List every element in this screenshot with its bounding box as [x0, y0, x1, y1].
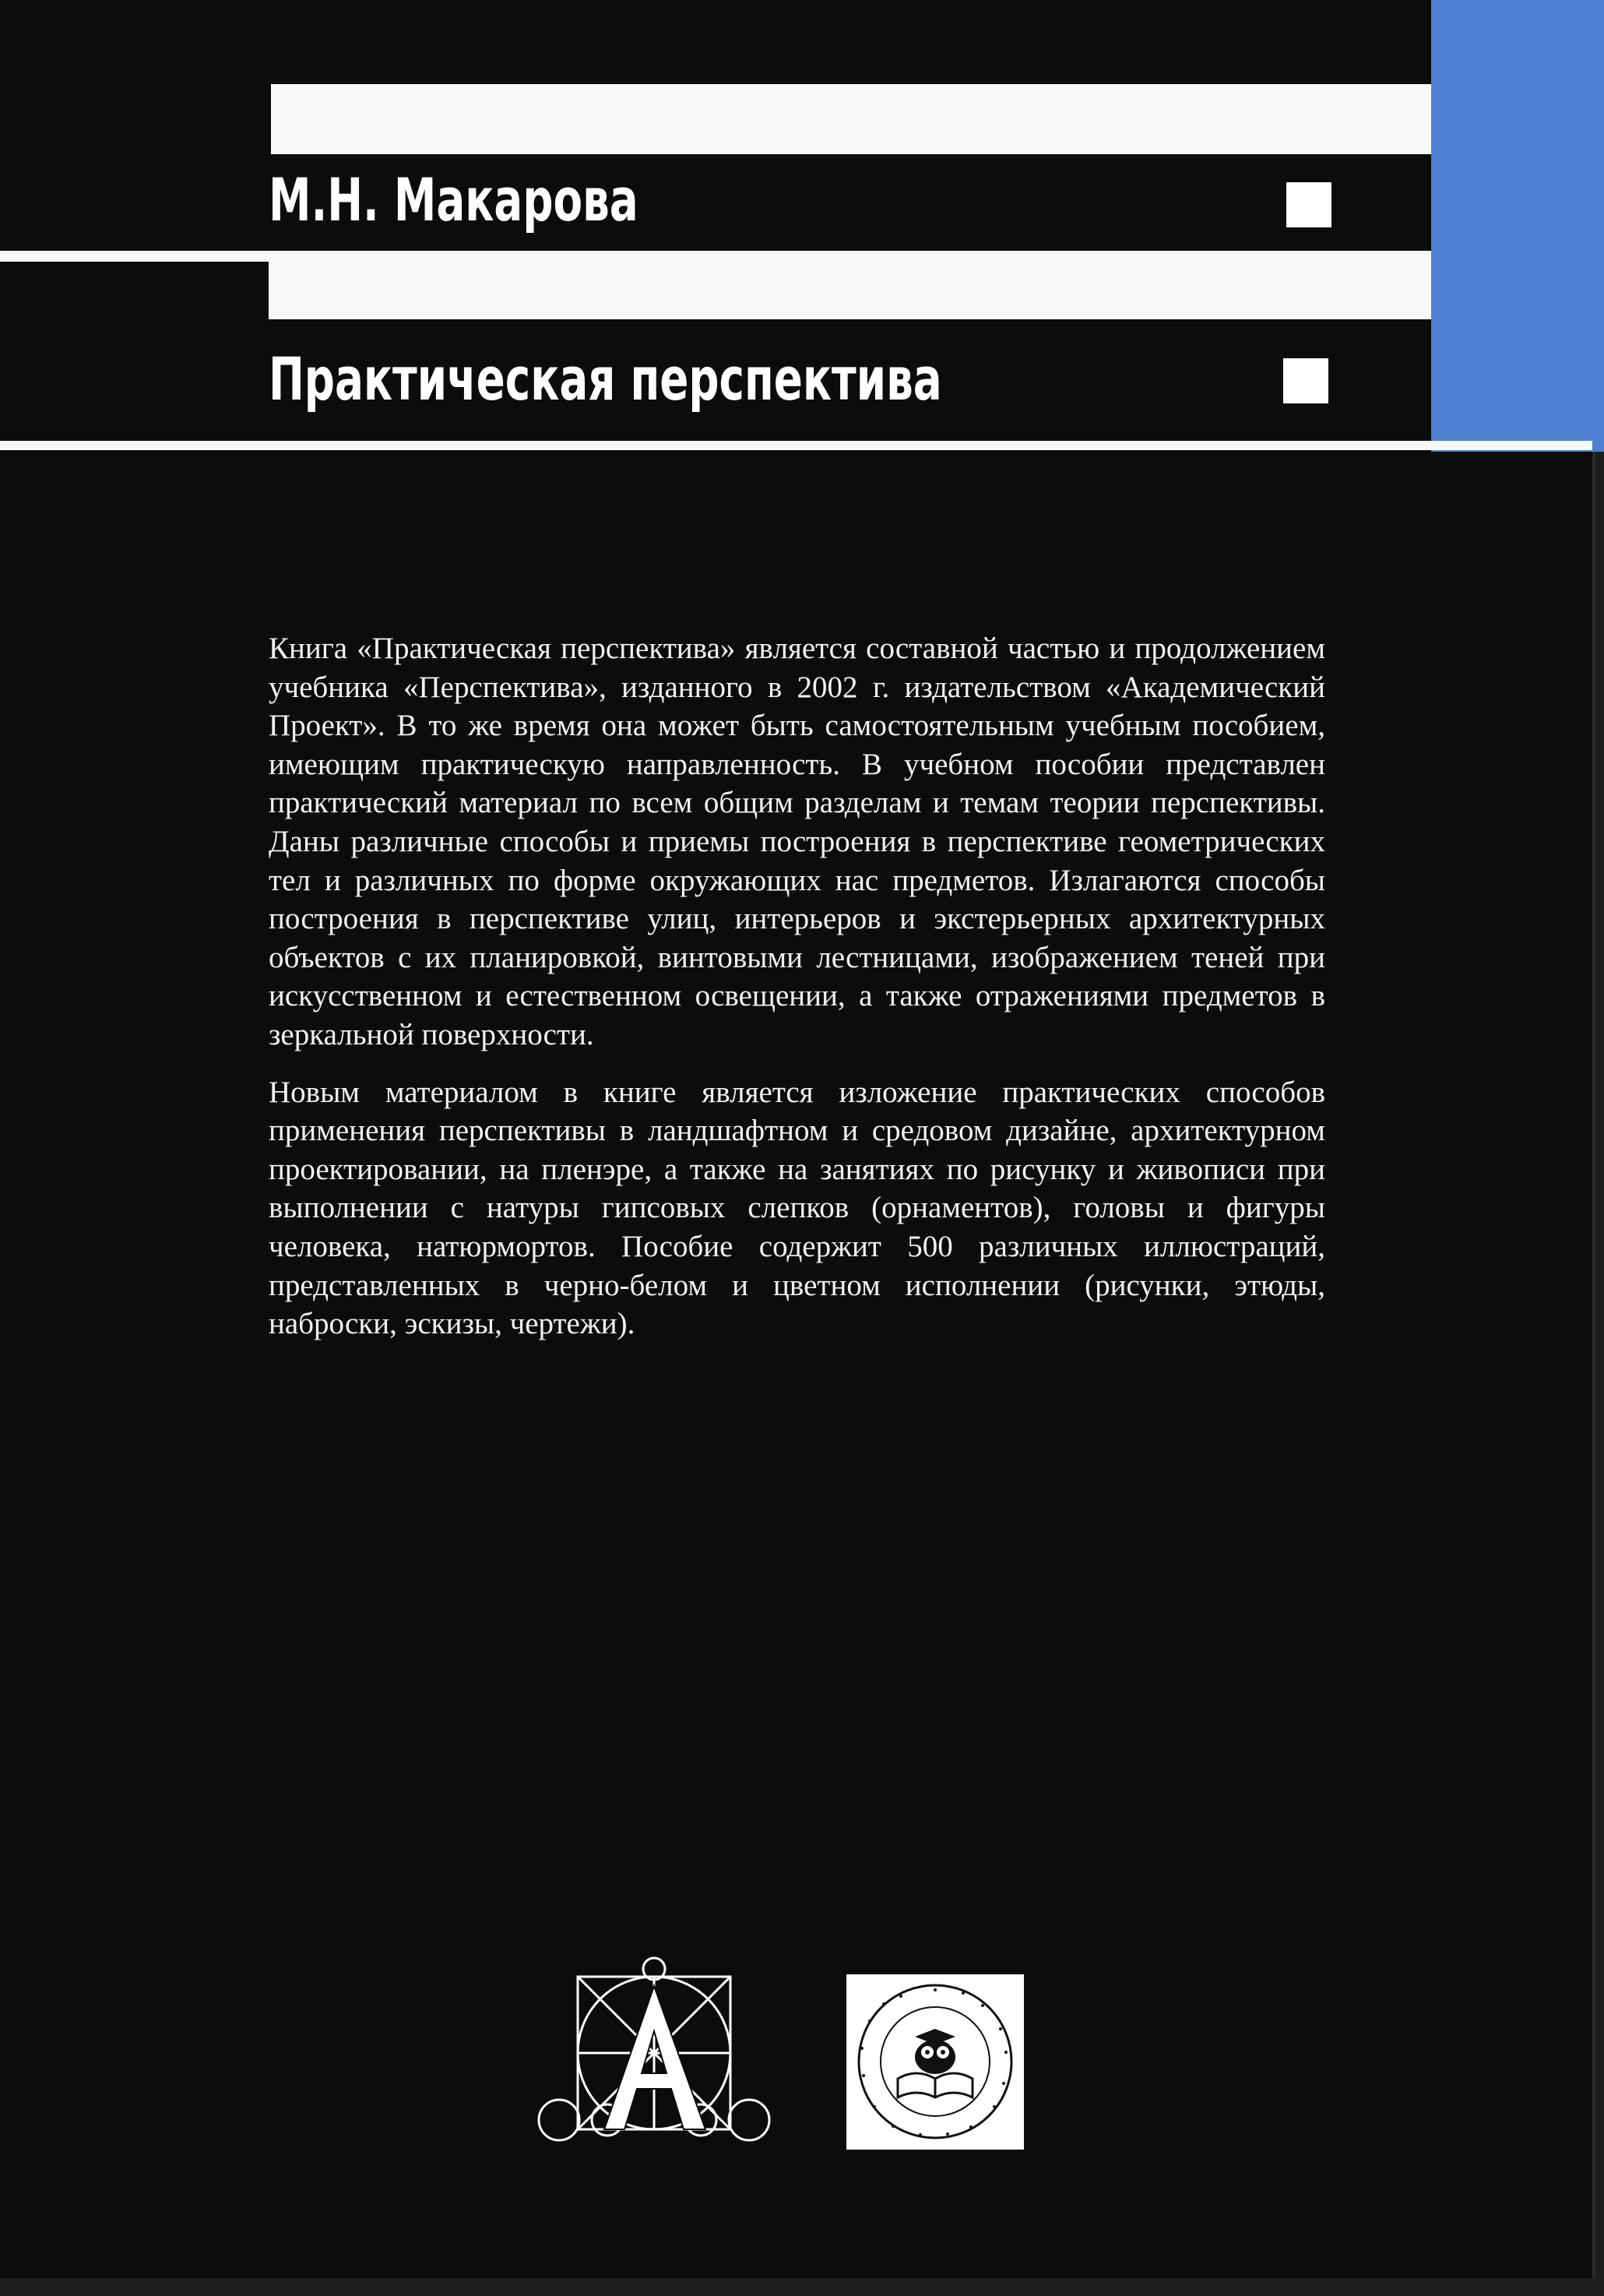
- top-white-band: [271, 84, 1431, 154]
- middle-white-band: [269, 251, 1431, 319]
- university-owl-seal-icon: [846, 1974, 1024, 2150]
- blurb-paragraph: Новым материалом в книге является изложение практических способов применения перспективы в ландшафтном и средовом дизайне, архитектурном проектировании, на пленэре, а также на занятиях по рисунку и живописи при выполнении с натуры гипсовых слепков (орнаментов), головы и фигуры человека, натюрмортов. Пособие содержит 500 различных иллюстраций, представленных в черно-белом и цветном исполнении (рисунки, этюды, наброски, эскизы, чертежи).: [269, 1075, 1325, 1341]
- blue-spine-strip: [1431, 0, 1604, 452]
- title-square-icon: [1283, 358, 1328, 403]
- academic-project-a-logo-icon: [537, 1955, 771, 2142]
- middle-white-strip: [0, 251, 269, 262]
- back-cover-blurb: [269, 629, 1325, 1343]
- bottom-white-band: [0, 441, 1592, 450]
- author-name: М.Н. Макарова: [269, 165, 638, 234]
- book-title: Практическая перспектива: [269, 344, 942, 414]
- author-square-icon: [1286, 182, 1331, 227]
- blurb-paragraph: Книга «Практическая перспектива» является составной частью и продолжением учебника «Перспектива», изданного в 2002 г. издательством «Академический Проект». В то же время она может быть самостоятельным учебным пособием, имеющим практическую направленность. В учебном пособии представлен практический материал по всем общим разделам и темам теории перспективы. Даны различные способы и приемы построения в перспективе геометрических тел и различных по форме окружающих нас предметов. Излагаются способы построения в перспективе улиц, интерьеров и экстерьерных архитектурных объектов с их планировкой, винтовыми лестницами, изображением теней при искусственном и естественном освещении, а также отражениями предметов в зеркальной поверхности.: [269, 632, 1325, 1051]
